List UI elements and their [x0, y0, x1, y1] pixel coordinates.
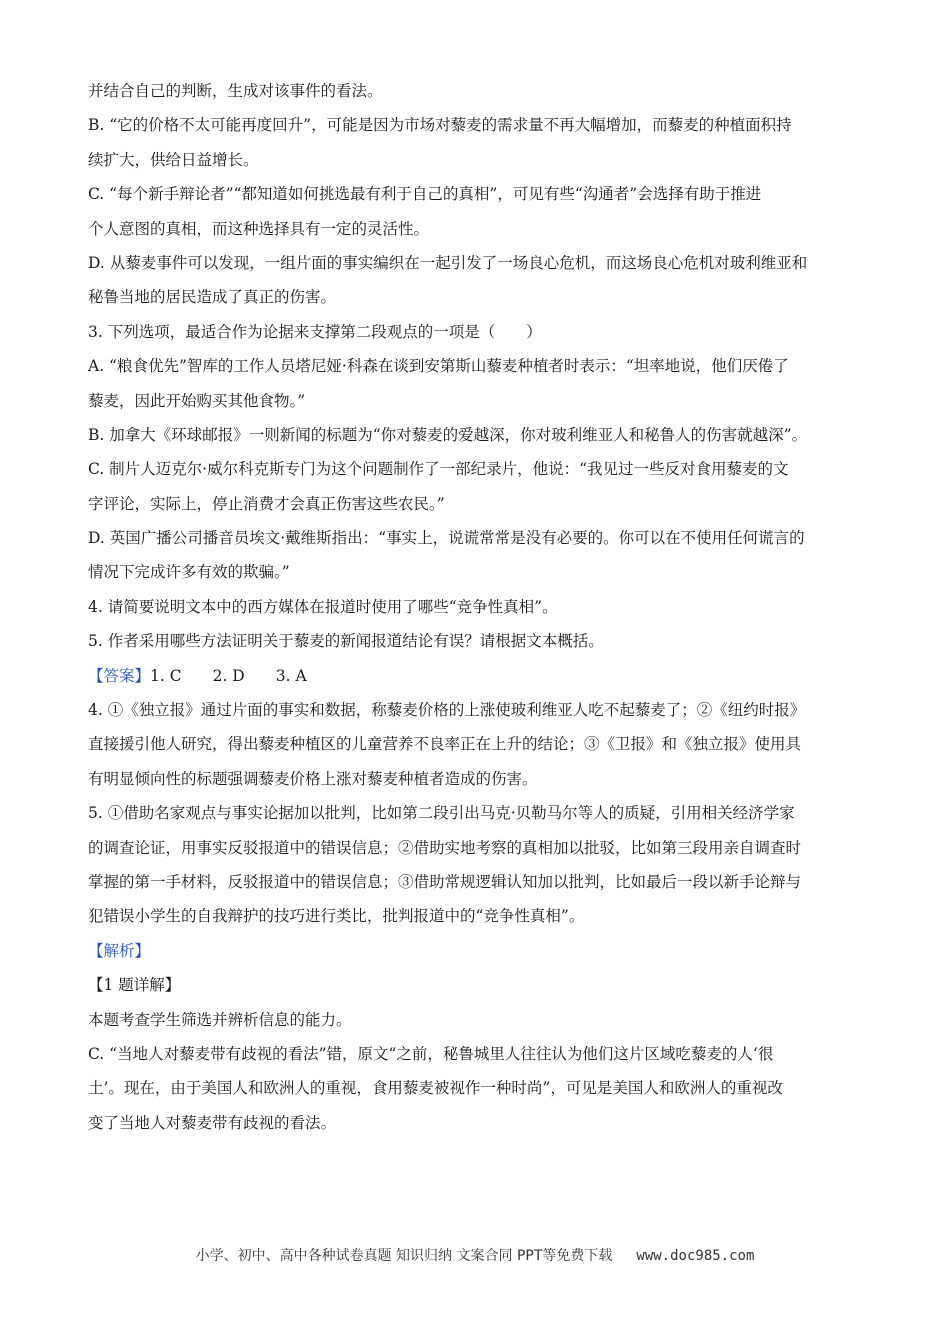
answer-4-line: 4. ①《独立报》通过片面的事实和数据，称藜麦价格的上涨使玻利维亚人吃不起藜麦了；②《纽约时报》 [88, 701, 806, 720]
question-5: 5. 作者采用哪些方法证明关于藜麦的新闻报道结论有误？请根据文本概括。 [88, 632, 604, 651]
text-line: 藜麦，因此开始购买其他食物。” [88, 391, 306, 410]
answer-line [88, 659, 868, 693]
detail-heading: 【1 题详解】 [88, 976, 181, 995]
text-line: 犯错误小学生的自我辩护的技巧进行类比，批判报道中的“竞争性真相”。 [88, 907, 585, 926]
question-3: 3. 下列选项，最适合作为论据来支撑第二段观点的一项是（ ） [88, 322, 542, 341]
footer-text: 小学、初中、高中各种试卷真题 知识归纳 文案合同 PPT等免费下载 [195, 1248, 613, 1264]
text-line: 续扩大，供给日益增长。 [88, 150, 259, 169]
question-4: 4. 请简要说明文本中的西方媒体在报道时使用了哪些“竞争性真相”。 [88, 597, 558, 616]
document-body [88, 74, 868, 1140]
footer-url[interactable]: www.doc985.com [636, 1248, 755, 1264]
option-c-line: C. “每个新手辩论者”“都知道如何挑选最有利于自己的真相”，可见有些“沟通者”会选择有助于推进 [88, 185, 762, 204]
q3-option-c: C. 制片人迈克尔·威尔科克斯专门为这个问题制作了一部纪录片，他说：“我见过一些反对食用藜麦的文 [88, 460, 789, 479]
q3-option-b: B. 加拿大《环球邮报》一则新闻的标题为“你对藜麦的爱越深，你对玻利维亚人和秘鲁人的伤害就越深”。 [88, 425, 808, 444]
text-line: 变了当地人对藜麦带有歧视的看法。 [88, 1113, 337, 1132]
text-line: 土’。现在，由于美国人和欧洲人的重视，食用藜麦被视作一种时尚”，可见是美国人和欧洲人的重视改 [88, 1079, 783, 1098]
option-d-line: D. 从藜麦事件可以发现，一组片面的事实编织在一起引发了一场良心危机，而这场良心危机对玻利维亚和 [88, 253, 808, 272]
analysis-line [88, 934, 868, 968]
text-line: 秘鲁当地的居民造成了真正的伤害。 [88, 288, 337, 307]
text-line: 并结合自己的判断，生成对该事件的看法。 [88, 82, 383, 100]
q3-option-a: A. “粮食优先”智库的工作人员塔尼娅·科森在谈到安第斯山藜麦种植者时表示：“坦率地说，他们厌倦了 [88, 357, 789, 376]
text-line: C. “当地人对藜麦带有歧视的看法”错，原文“之前，秘鲁城里人往往认为他们这片区域吃藜麦的人‘很 [88, 1044, 774, 1063]
text-line: 掌握的第一手材料，反驳报道中的错误信息；③借助常规逻辑认知加以批判，比如最后一段以新手论辩与 [88, 872, 802, 891]
option-b-line: B. “它的价格不太可能再度回升”，可能是因为市场对藜麦的需求量不再大幅增加，而藜麦的种植面积持 [88, 116, 792, 135]
answer-5-line: 5. ①借助名家观点与事实论据加以批判，比如第二段引出马克·贝勒马尔等人的质疑，引用相关经济学家 [88, 804, 795, 823]
q3-option-d: D. 英国广播公司播音员埃文·戴维斯指出：“事实上，说谎常常是没有必要的。你可以在不使用任何谎言的 [88, 529, 805, 548]
text-line: 的调查论证，用事实反驳报道中的错误信息；②借助实地考察的真相加以批驳，比如第三段用亲自调查时 [88, 838, 802, 857]
text-line: 字评论，实际上，停止消费才会真正伤害这些农民。” [88, 494, 445, 513]
analysis-tag: 【解析】 [88, 941, 151, 960]
text-line: 本题考查学生筛选并辨析信息的能力。 [88, 1010, 352, 1029]
text-line: 有明显倾向性的标题强调藜麦价格上涨对藜麦种植者造成的伤害。 [88, 769, 538, 788]
answer-tag: 【答案】 [88, 666, 151, 685]
text-line: 直接援引他人研究，得出藜麦种植区的儿童营养不良率正在上升的结论；③《卫报》和《独立报》使用具 [88, 735, 802, 754]
text-line: 个人意图的真相，而这种选择具有一定的灵活性。 [88, 219, 430, 238]
answer-text: 1. C 2. D 3. A [150, 666, 307, 685]
page-footer [0, 1245, 950, 1265]
text-line: 情况下完成许多有效的欺骗。” [88, 563, 290, 582]
